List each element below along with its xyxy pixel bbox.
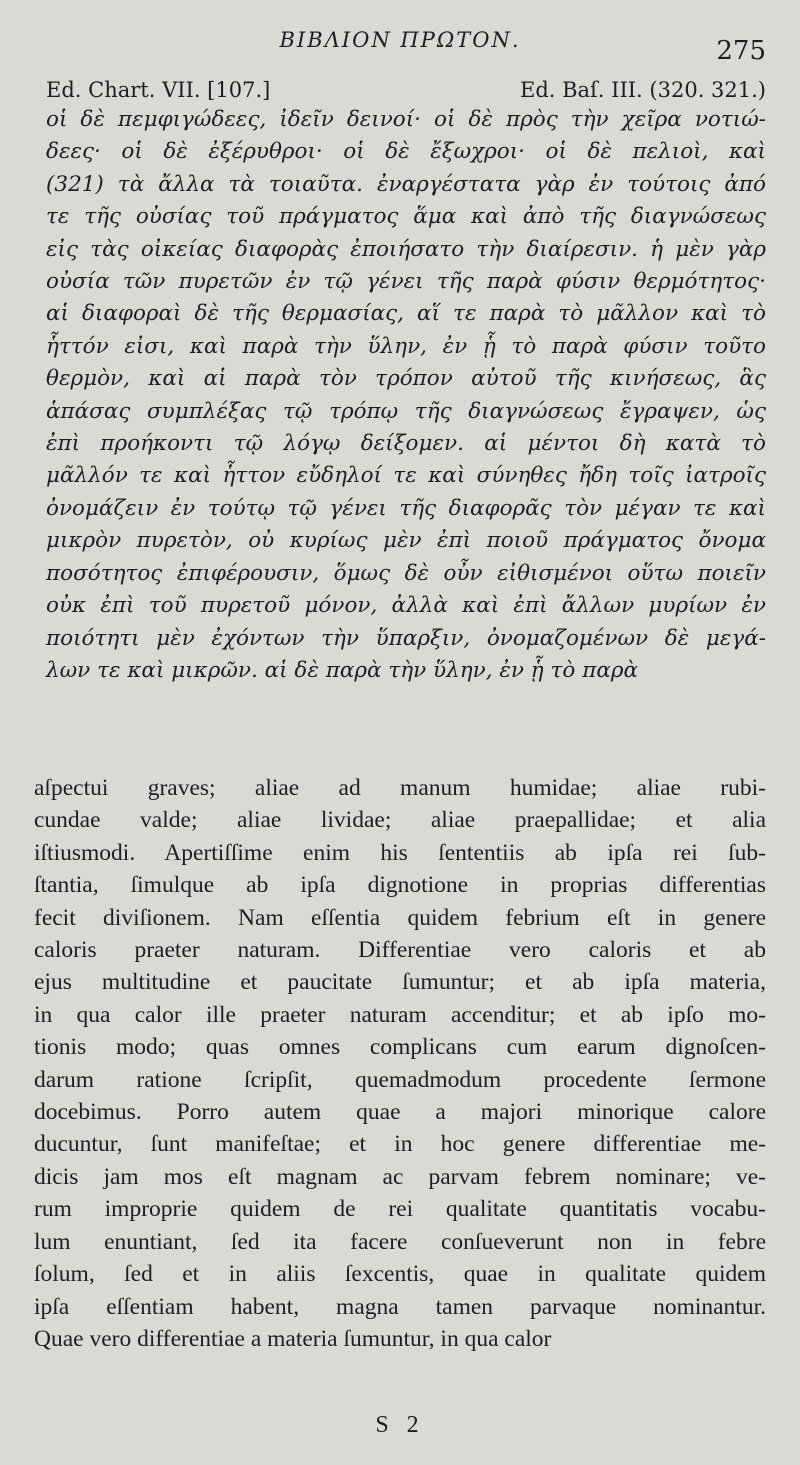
greek-line: αἱ διαφοραὶ δὲ τῆς θερμασίας, αἵ τε παρὰ τὸ μᾶλλον καὶ τὸ bbox=[46, 301, 766, 327]
edition-right: Ed. Baſ. III. (320. 321.) bbox=[519, 78, 766, 102]
greek-line: οὐκ ἐπὶ τοῦ πυρετοῦ μόνον, ἀλλὰ καὶ ἐπὶ ἄλλων μυρίων ἐν bbox=[46, 593, 766, 619]
latin-line: caloris praeter naturam. Differentiae vero caloris et ab bbox=[34, 937, 766, 964]
latin-line: cundae valde; aliae lividae; aliae praepallidae; et alia bbox=[34, 807, 766, 834]
greek-line: λων τε καὶ μικρῶν. αἱ δὲ παρὰ τὴν ὕλην, ἐν ᾗ τὸ παρὰ bbox=[46, 657, 638, 683]
latin-line: Quae vero differentiae a materia ſumuntur, in qua calor bbox=[34, 1325, 552, 1352]
greek-line: ποιότητι μὲν ἐχόντων τὴν ὕπαρξιν, ὀνομαζομένων δὲ μεγά- bbox=[46, 625, 766, 651]
greek-line: ὀνομάζειν ἐν τούτῳ τῷ γένει τῆς διαφορᾶς τὸν μέγαν τε καὶ bbox=[46, 495, 766, 521]
greek-line: εἰς τὰς οἰκείας διαφορὰς ἐποιήσατο τὴν διαίρεσιν. ἡ μὲν γὰρ bbox=[46, 236, 766, 262]
latin-line: aſpectui graves; aliae ad manum humidae; aliae rubi- bbox=[34, 775, 766, 801]
greek-line: ἧττόν εἰσι, καὶ παρὰ τὴν ὕλην, ἐν ᾗ τὸ παρὰ φύσιν τοῦτο bbox=[46, 333, 766, 359]
latin-line: fecit diviſionem. Nam eſſentia quidem febrium eſt in genere bbox=[34, 904, 766, 931]
greek-line: οἱ δὲ πεμφιγώδεες, ἰδεῖν δεινοί· οἱ δὲ πρὸς τὴν χεῖρα νοτιώ- bbox=[46, 107, 766, 132]
greek-line: θερμὸν, καὶ αἱ παρὰ τὸν τρόπον αὐτοῦ τῆς κινήσεως, ἃς bbox=[46, 366, 766, 392]
greek-line: (321) τὰ ἄλλα τὰ τοιαῦτα. ἐναργέστατα γὰρ ἐν τούτοις ἀπό bbox=[46, 171, 766, 197]
greek-text-block bbox=[46, 104, 766, 687]
latin-line: in qua calor ille praeter naturam accenditur; et ab ipſo mo- bbox=[34, 1001, 766, 1028]
greek-line: οὐσία τῶν πυρετῶν ἐν τῷ γένει τῆς παρὰ φύσιν θερμότητος· bbox=[46, 269, 766, 295]
latin-line: docebimus. Porro autem quae a majori minorique calore bbox=[34, 1099, 766, 1126]
latin-line: ducuntur, ſunt manifeſtae; et in hoc genere differentiae me- bbox=[34, 1131, 766, 1158]
edition-references bbox=[46, 78, 766, 102]
latin-line: rum improprie quidem de rei qualitate quantitatis vocabu- bbox=[34, 1196, 766, 1223]
greek-line: μᾶλλόν τε καὶ ἧττον εὔδηλοί τε καὶ σύνηθες ἤδη τοῖς ἰατροῖς bbox=[46, 463, 766, 489]
latin-line: ſolum, ſed et in aliis ſexcentis, quae in qualitate quidem bbox=[34, 1261, 766, 1288]
latin-line: ejus multitudine et paucitate ſumuntur; et ab ipſa materia, bbox=[34, 969, 766, 996]
page-number: 275 bbox=[716, 36, 766, 66]
latin-line: darum ratione ſcripſit, quemadmodum procedente ſermone bbox=[34, 1066, 766, 1093]
latin-line: tionis modo; quas omnes complicans cum earum dignoſcen- bbox=[34, 1034, 766, 1061]
latin-line: ſtantia, ſimulque ab ipſa dignotione in proprias differentias bbox=[34, 872, 766, 899]
latin-line: iſtiusmodi. Apertiſſime enim his ſententiis ab ipſa rei ſub- bbox=[34, 839, 766, 866]
edition-left: Ed. Chart. VII. [107.] bbox=[46, 78, 271, 102]
latin-line: ipſa eſſentiam habent, magna tamen parvaque nominantur. bbox=[34, 1293, 766, 1320]
greek-line: δεες· οἱ δὲ ἐξέρυθροι· οἱ δὲ ἔξωχροι· οἱ δὲ πελιοὶ, καὶ bbox=[46, 139, 766, 165]
greek-line: τε τῆς οὐσίας τοῦ πράγματος ἅμα καὶ ἀπὸ τῆς διαγνώσεως bbox=[46, 204, 766, 230]
greek-line: ἁπάσας συμπλέξας τῷ τρόπῳ τῆς διαγνώσεως ἔγραψεν, ὡς bbox=[46, 398, 766, 424]
running-head: ΒΙΒΛΙΟΝ ΠΡΩΤΟΝ. bbox=[279, 28, 521, 52]
latin-line: dicis jam mos eſt magnam ac parvam febrem nominare; ve- bbox=[34, 1163, 766, 1190]
latin-text-block bbox=[34, 772, 766, 1355]
greek-line: μικρὸν πυρετὸν, οὐ κυρίως μὲν ἐπὶ ποιοῦ πράγματος ὄνομα bbox=[46, 528, 766, 554]
greek-line: ἐπὶ προήκοντι τῷ λόγῳ δείξομεν. αἱ μέντοι δὴ κατὰ τὸ bbox=[46, 431, 766, 457]
latin-line: lum enuntiant, ſed ita facere conſueverunt non in febre bbox=[34, 1228, 766, 1255]
printer-signature: S 2 bbox=[375, 1412, 425, 1438]
greek-line: ποσότητος ἐπιφέρουσιν, ὅμως δὲ οὖν εἰθισμένοι οὕτω ποιεῖν bbox=[46, 560, 766, 586]
